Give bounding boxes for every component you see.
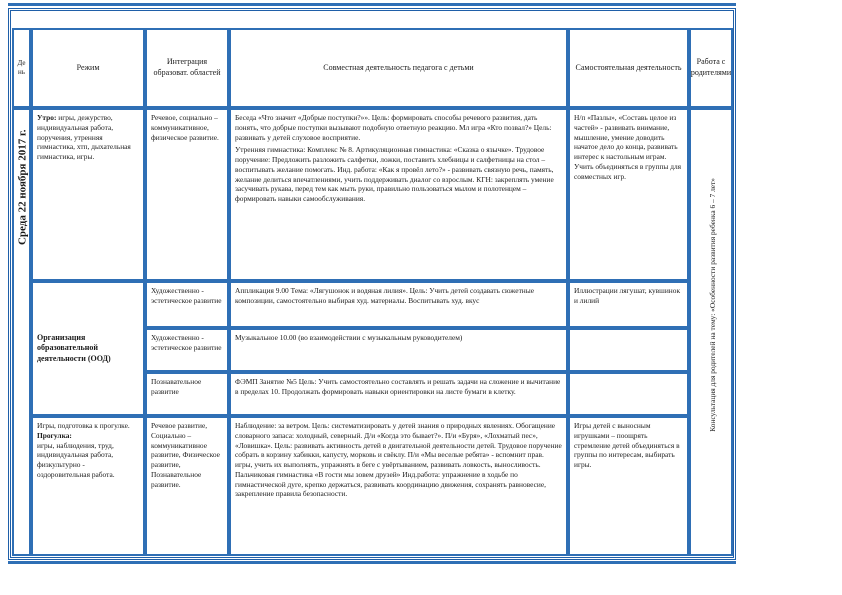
morning-mode xyxy=(31,108,145,281)
walk-mode-prep: Игры, подготовка к прогулке. xyxy=(37,421,130,430)
morning-mode-title: Утро: xyxy=(37,113,57,122)
header-day: День xyxy=(12,28,31,108)
walk-integration: Речевое развитие, Социально – коммуникативное развитие, Физическое развитие, Познавательное развитие. xyxy=(145,416,229,556)
morning-joint-conversation: Беседа «Что значит «Добрые поступки?»». Цель: формировать способы речевого развития, дать понять, что добрые поступки вызывают подобную ответную реакцию. Мл игра «Кто позвал?» Цель: развивать у детей слуховое восприятие. xyxy=(235,113,552,142)
top-border-stripe xyxy=(8,3,736,6)
walk-mode xyxy=(31,416,145,556)
morning-joint-activity xyxy=(229,108,568,281)
day-column xyxy=(12,108,31,556)
ood-independent-music xyxy=(568,328,689,372)
bottom-border-stripe xyxy=(8,561,736,564)
ood-joint-math: ФЭМП Занятие №5 Цель: Учить самостоятельно составлять и решать задачи на сложение и вычитание в пределах 10. Продолжать формировать навыки ориентировки на листе бумаги в клетку. xyxy=(229,372,568,416)
ood-independent-applique: Иллюстрации лягушат, кувшинок и лилий xyxy=(568,281,689,328)
walk-mode-text: игры, наблюдения, труд, индивидуальная работа, физкультурно - оздоровительная работа. xyxy=(37,440,115,479)
walk-joint-activity: Наблюдение: за ветром. Цель: систематизировать у детей знания о природных явлениях. Обогащение словарного запаса: холодный, северный. Д/и «Когда это бывает?». П/и «Буря», «Лохматый пес», «Ловишка». Цель: развивать активность детей в двигательной деятельности детей. Трудовое поручение собрать в корзину хабикки, капусту, морковь и свёклу. П/и «Мы веселые ребята» - вспомнит прав. игры, учить их выполнять, упражнять в беге с увёртыванием, развивать ловкость, выносливость. Пальчиковая гимнастика «В гости мы зовем друзей» Инд.работа: упражнение в ходьбе по гимнастической дуге, крепко держаться, развивать координацию движения, сохранять равновесие, закрепление правила безопасности. xyxy=(229,416,568,556)
morning-mode-text: игры, дежурство, индивидуальная работа, поручения, утренняя гимнастика, хтп, дыхательная гимнастика, игры. xyxy=(37,113,131,162)
walk-mode-title: Прогулка: xyxy=(37,430,72,440)
header-independent-activity: Самостоятельная деятельность xyxy=(568,28,689,108)
ood-joint-music: Музыкальное 10.00 (во взаимодействии с музыкальным руководителем) xyxy=(229,328,568,372)
morning-integration: Речевое, социально – коммуникативное, физическое развитие. xyxy=(145,108,229,281)
ood-independent-math xyxy=(568,372,689,416)
parents-consultation: Консультация для родителей на тему: «Особенности развития ребенка 6 – 7 лет» xyxy=(708,177,718,432)
ood-integration-math: Познавательное развитие xyxy=(145,372,229,416)
header-joint-activity: Совместная деятельность педагога с детьми xyxy=(229,28,568,108)
walk-independent-activity: Игры детей с выносным игрушками – поощрять стремление детей объединяться в группы по интересам, выбирать игры. xyxy=(568,416,689,556)
ood-integration-applique: Художественно - эстетическое развитие xyxy=(145,281,229,328)
ood-joint-applique: Аппликация 9.00 Тема: «Лягушонок и водяная лилия». Цель: Учить детей создавать сюжетные композиции, самостоятельно выбирая худ. материалы. Воспитывать худ. вкус xyxy=(229,281,568,328)
header-parents: Работа с родителями xyxy=(689,28,733,108)
day-label: Среда 22 ноября 2017 г. xyxy=(16,129,29,246)
header-modes: Режим xyxy=(31,28,145,108)
header-integration: Интеграция образоват. областей xyxy=(145,28,229,108)
morning-independent-activity: Н/п «Пазлы», «Составь целое из частей» - развивать внимание, мышление, умение доводить начатое дело до конца, развивать интерес к настольным играм. Учить объединяться в группы для совместных игр. xyxy=(568,108,689,281)
ood-integration-music: Художественно - эстетическое развитие xyxy=(145,328,229,372)
ood-mode: Организация образовательной деятельности (ООД) xyxy=(31,281,145,416)
morning-joint-gymnastics: Утренняя гимнастика: Комплекс № 8. Артикуляционная гимнастика: «Сказка о язычке». Трудовое поручение: Предложить разложить салфетки, ложки, поставить хлебницы и салфетницы на стол – воспитывать желание помогать. Инд. работа: «Как я провёл лето?» - развивать связную речь, память, желание делиться впечатлениями, учить поддерживать диалог со взрослым. КГН: закреплять умение засучивать рукава, перед тем как мыть руки, правильно пользоваться мылом и полотенцем – формировать навыки самообслуживания. xyxy=(235,145,554,204)
parents-column xyxy=(689,108,733,556)
